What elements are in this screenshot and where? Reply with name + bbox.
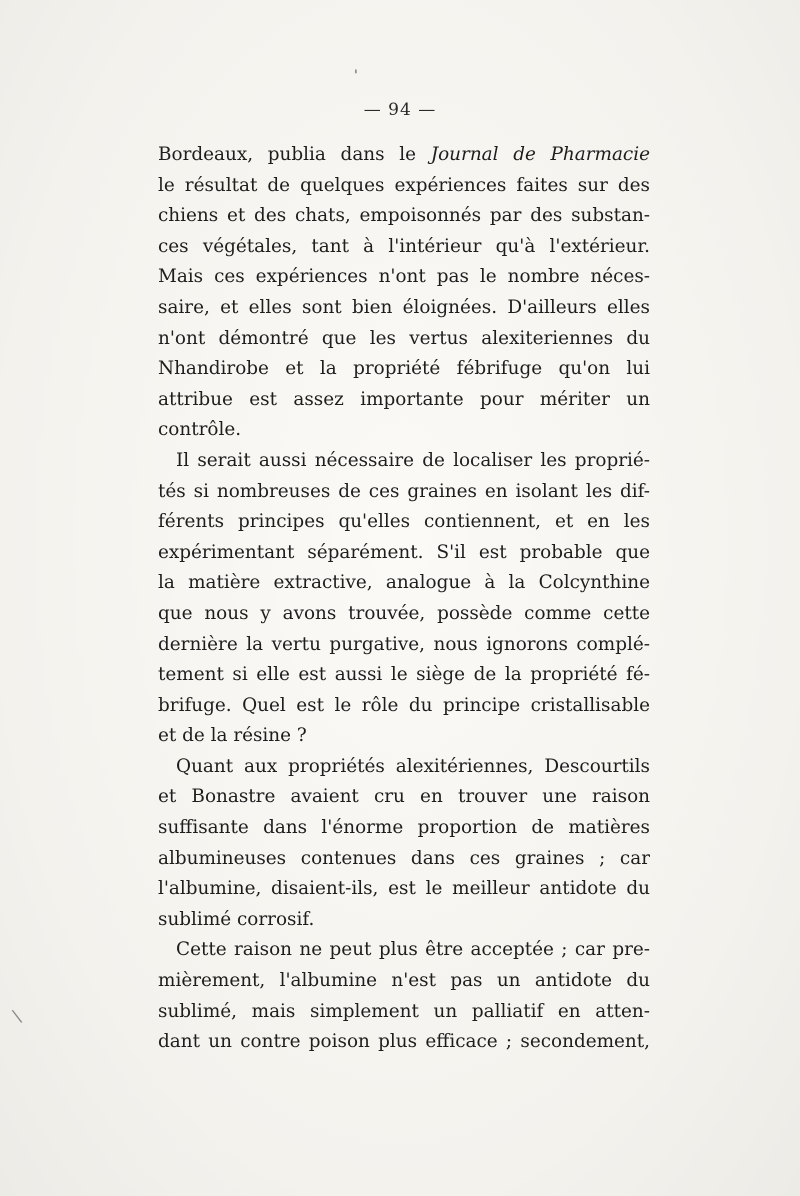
text-line: férents principes qu'elles contiennent, et en les — [158, 511, 650, 533]
text-line: contrôle. — [158, 419, 242, 441]
text-line: la matière extractive, analogue à la Colcynthine — [158, 572, 650, 594]
text-line: Il serait aussi nécessaire de localiser les proprié- — [176, 449, 650, 471]
stray-mark-edge: \ — [10, 1005, 24, 1028]
text-line: ces végétales, tant à l'intérieur qu'à l'extérieur. — [158, 235, 650, 257]
text-line: albumineuses contenues dans ces graines ; car — [158, 847, 650, 869]
text-line: Mais ces expériences n'ont pas le nombre néces- — [158, 266, 650, 288]
text-line: mièrement, l'albumine n'est pas un antidote du — [158, 970, 650, 992]
journal-title: Journal de Pharmacie — [430, 144, 650, 165]
text-line: que nous y avons trouvée, possède comme cette — [158, 602, 650, 624]
text-line: brifuge. Quel est le rôle du principe cristallisable — [158, 694, 650, 716]
text-line: et Bonastre avaient cru en trouver une raison — [158, 786, 650, 808]
page-number: — 94 — — [363, 100, 437, 120]
text-line: saire, et elles sont bien éloignées. D'ailleurs elles — [158, 296, 650, 318]
text-line: tés si nombreuses de ces graines en isolant les dif- — [158, 480, 650, 502]
text-line: Nhandirobe et la propriété fébrifuge qu'on lui — [158, 358, 650, 380]
text-line: Bordeaux, publia dans le Journal de Pharmacie — [158, 144, 650, 165]
text-line: Quant aux propriétés alexitériennes, Descourtils — [176, 755, 650, 777]
text-line: attribue est assez importante pour mériter un — [158, 388, 650, 410]
text-line: suffisante dans l'énorme proportion de matières — [158, 817, 650, 839]
text-line: dernière la vertu purgative, nous ignorons complé- — [158, 633, 650, 655]
stray-mark-top: ' — [354, 68, 358, 84]
text-line: et de la résine ? — [158, 725, 307, 747]
text-line: sublimé corrosif. — [158, 908, 315, 930]
text-line: le résultat de quelques expériences faites sur des — [158, 174, 650, 196]
text-line: tement si elle est aussi le siège de la propriété fé- — [158, 664, 650, 686]
text-line: Cette raison ne peut plus être acceptée ; car pre- — [176, 939, 650, 961]
text-line: chiens et des chats, empoisonnés par des substan- — [158, 205, 650, 227]
text-line: n'ont démontré que les vertus alexiteriennes du — [158, 327, 650, 349]
text-line: dant un contre poison plus efficace ; secondement, — [158, 1031, 650, 1053]
text-line: l'albumine, disaient-ils, est le meilleur antidote du — [158, 878, 650, 900]
body-text — [158, 140, 650, 1058]
text-line: sublimé, mais simplement un palliatif en atten- — [158, 1000, 650, 1022]
text-line: expérimentant séparément. S'il est probable que — [158, 541, 650, 563]
